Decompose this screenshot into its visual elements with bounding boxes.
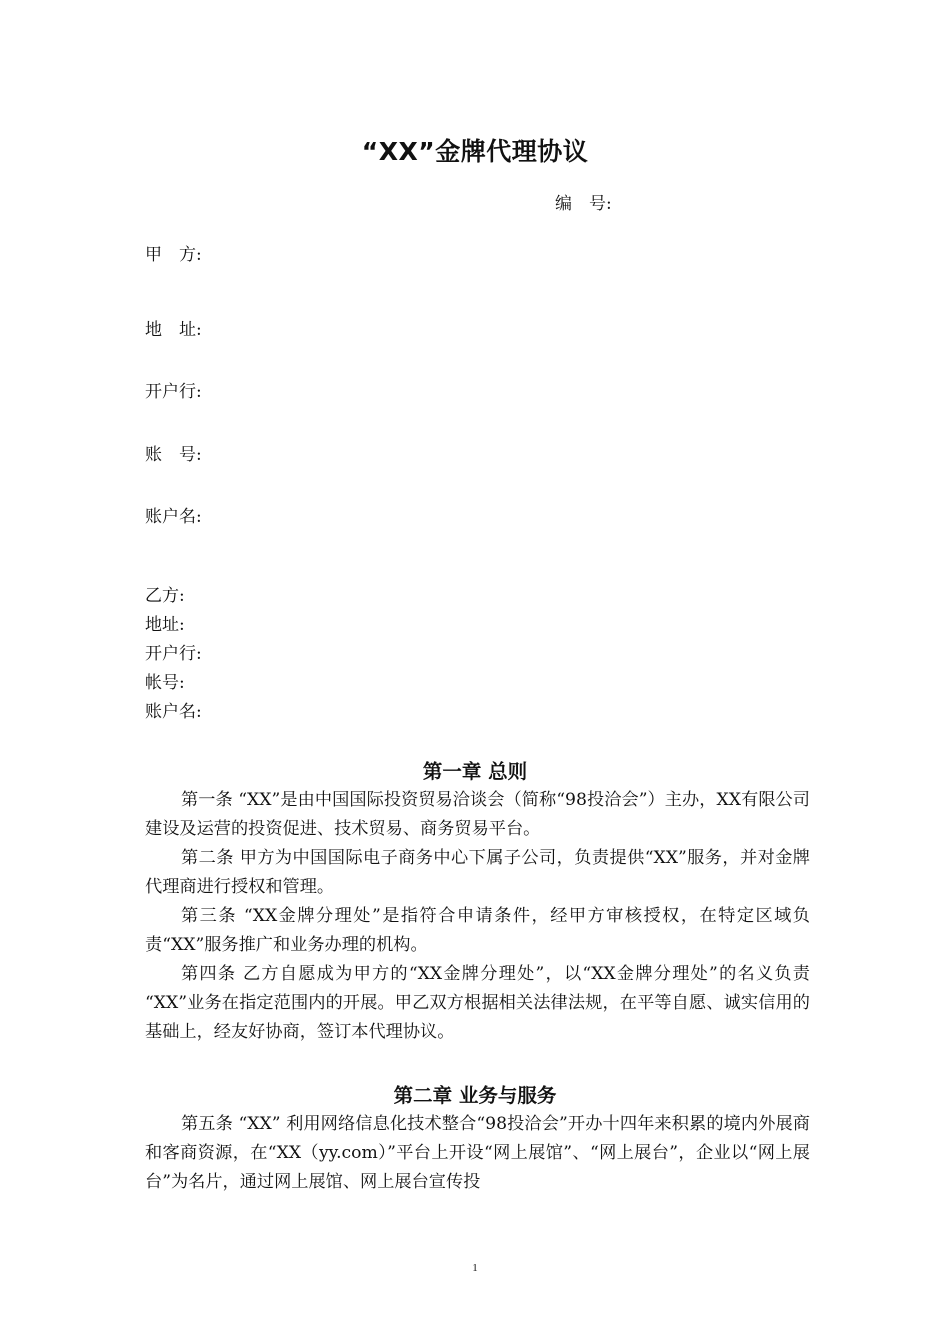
party-b-bank-label: 开户行: [145,644,202,664]
party-a-account-label: 账 号: [145,445,202,465]
party-a-account-name-label: 账户名: [145,507,202,527]
party-b-account-name-label: 账户名: [145,702,202,722]
article-2: 第二条 甲方为中国国际电子商务中心下属子公司，负责提供“XX”服务，并对金牌代理商进行授权和管理。 [145,848,810,897]
party-b-address-label: 地址: [145,615,185,635]
article-3: 第三条 “XX金牌分理处”是指符合申请条件，经甲方审核授权，在特定区域负责“XX”服务推广和业务办理的机构。 [145,906,810,955]
party-b-account-label: 帐号: [145,673,185,693]
chapter-1-heading: 第一章 总则 [422,760,528,783]
party-a-bank-label: 开户行: [145,382,202,402]
contract-number-label: 编 号: [555,194,612,214]
article-4: 第四条 乙方自愿成为甲方的“XX金牌分理处”，以“XX金牌分理处”的名义负责 “XX”业务在指定范围内的开展。甲乙双方根据相关法律法规，在平等自愿、诚实信用的基础上，经友好协商，签订本代理协议。 [145,964,810,1042]
party-a-address-label: 地 址: [145,320,202,340]
article-5: 第五条 “XX” 利用网络信息化技术整合“98投洽会”开办十四年来积累的境内外展商和客商资源，在“XX（yy.com）”平台上开设“网上展馆”、“网上展台”，企业以“网上展台”为名片，通过网上展馆、网上展台宣传投 [145,1114,810,1192]
page-number: 1 [472,1262,478,1274]
article-1: 第一条 “XX”是由中国国际投资贸易洽谈会（简称“98投洽会”）主办，XX有限公司建设及运营的投资促进、技术贸易、商务贸易平台。 [145,790,810,839]
party-b-name-label: 乙方: [145,586,185,606]
document-title: “XX”金牌代理协议 [361,137,589,166]
chapter-2-heading: 第二章 业务与服务 [393,1084,557,1107]
party-a-name-label: 甲 方: [145,245,202,265]
